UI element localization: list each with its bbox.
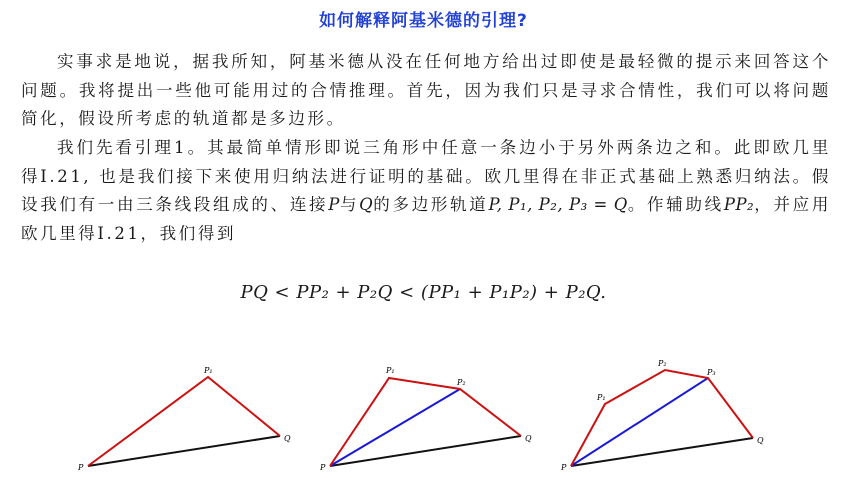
page-title: 如何解释阿基米德的引理? [319,11,528,31]
path-P-P1-Q [88,377,280,466]
paragraph-2-text-2: 与 [339,195,360,215]
paragraph-2-text-4: 。作辅助线 [627,195,724,215]
math-Q: Q [359,195,374,215]
figure-pentagon [560,359,764,472]
paragraph-2 [21,134,831,248]
paragraph-2-text-5: ，并应用欧几里得I.21，我们得到 [21,195,831,243]
label-P2: P₂ [457,378,466,387]
paragraph-2-text-1: 我们先看引理1。其最简单情形即说三角形中任意一条边小于另外两条边之和。此即欧几里得I.21, 也是我们接下来使用归纳法进行证明的基础。欧几里得在非正式基础上熟悉归纳法。假设我们有一由三条线段组成的、连接 [21,138,831,215]
path-P-P1-P2-Q [330,378,521,466]
figure-quadrilateral [319,366,532,472]
polygon-figures [0,350,847,504]
paragraph-1: 实事求是地说，据我所知，阿基米德从没在任何地方给出过即使是最轻微的提示来回答这个问题。我将提出一些他可能用过的合情推理。首先，因为我们只是寻求合情性，我们可以将问题简化，假设所考虑的轨道都是多边形。 [21,52,831,129]
figure-triangle [77,366,291,472]
label-Q: Q [284,434,291,443]
label-P1: P₁ [597,393,606,402]
math-P: P [328,195,340,215]
inequality-equation: PQ < PP₂ + P₂Q < (PP₁ + P₁P₂) + P₂Q. [240,282,607,303]
auxiliary-segment-PP2 [330,389,460,466]
math-PP2: PP₂ [723,195,755,215]
paragraph-2-text-3: 的多边形轨道 [373,195,489,215]
label-P: P [78,463,84,472]
auxiliary-segment-PP3 [571,378,708,466]
base-segment-PQ [330,436,521,466]
label-P3: P₃ [707,368,716,377]
label-P2: P₂ [658,359,667,368]
base-segment-PQ [571,438,753,466]
label-P: P [320,463,326,472]
base-segment-PQ [88,436,280,466]
label-Q: Q [525,434,532,443]
label-P: P [561,463,567,472]
label-P1: P₁ [386,366,395,375]
math-polygonal-path: P, P₁, P₂, P₃ = Q [488,195,628,215]
label-P1: P₁ [204,366,213,375]
label-Q: Q [757,436,764,445]
